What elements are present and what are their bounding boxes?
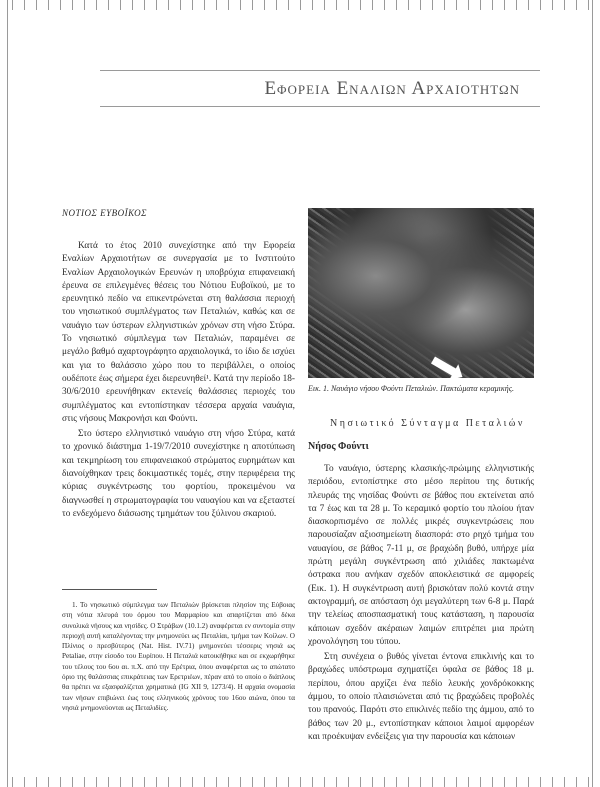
edge-mark [120, 777, 121, 787]
arrow-icon [431, 357, 458, 377]
edge-mark [204, 0, 205, 10]
edge-mark [180, 0, 181, 10]
edge-mark [552, 0, 553, 10]
edge-mark [24, 0, 25, 10]
left-margin-rule [7, 0, 8, 787]
footnote-text: 1. Το νησιωτικό σύμπλεγμα των Πεταλιών βρίσκεται πλησίον της Εύβοιας στη νότια πλευρά του όρμου του Μαρμαρίου και απαρτίζεται από δέκα συνολικά νήσους και νησίδες. Ο Στράβων (10.1.2) αναφέρεται εν συντομία στην περιοχή αυτή καταλέγοντας την μνημονεύει ως Πεταλίαι, τμήμα των Κοίλων. Ο Πλίνιος ο πρεσβύτερος (Nat. Hist. IV.71) μνημονεύει τέσσερις νησιά ως Petaliae, στην είσοδο του Ευρίπου. Η Πεταλιά κατοικήθηκε και σε εκχωρήθηκε του τέλους του 6ου αι. π.Χ. από την Ερέτρια, όπου αναφέρεται ως το απώτατο όριο της θαλάσσιας επικράτειας των Ερετριέων, πέραν από το οποίο ο διάπλους θα πρέπει να εξασφαλίζεται χρηματικά (IG XII 9, 1273/4). Η αρχαία ονομασία των νήσων επιβιώνει έως τους ελληνικούς χρόνους του 16ου αιώνα, όπου τα νησιά μνημονεύονται ως Πεταλιδίες. [62, 601, 295, 712]
edge-mark [348, 777, 349, 787]
edge-mark [336, 0, 337, 10]
edge-mark [372, 0, 373, 10]
edge-mark [408, 777, 409, 787]
edge-mark [192, 0, 193, 10]
edge-mark [144, 777, 145, 787]
edge-mark [264, 0, 265, 10]
edge-mark [36, 0, 37, 10]
edge-mark [240, 0, 241, 10]
right-column [308, 463, 534, 744]
right-margin-rule [592, 0, 593, 787]
edge-mark [60, 0, 61, 10]
edge-mark [156, 777, 157, 787]
edge-mark [144, 0, 145, 10]
edge-mark [336, 777, 337, 787]
edge-mark [396, 777, 397, 787]
edge-mark [204, 777, 205, 787]
edge-mark [360, 777, 361, 787]
edge-mark [360, 0, 361, 10]
edge-mark [276, 777, 277, 787]
edge-mark [264, 777, 265, 787]
edge-mark [588, 0, 589, 10]
left-paragraph-1: Κατά το έτος 2010 συνεχίστηκε από την Εφορεία Εναλίων Αρχαιοτήτων σε συνεργασία με το Ινστιτούτο Εναλίων Αρχαιολογικών Ερευνών η υποβρύχια επιφανειακή έρευνα σε επιλεγμένες θέσεις του Νότιου Ευβοϊκού, με το ερευνητικό πεδίο να επικεντρώνεται στη θαλάσσια περιοχή του νησιωτικού συμπλέγματος των Πεταλιών, καθώς και σε ναυάγιο των ύστερων ελληνιστικών χρόνων στη νήσο Στύρα. Το νησιωτικό σύμπλεγμα των Πεταλιών, παραμένει σε μεγάλο βαθμό αχαρτογράφητο αρχαιολογικά, το ίδιο δε ισχύει και για το θαλάσσιο χώρο που το περιβάλλει, ο οποίος ουδέποτε έως σήμερα έχει διερευνηθεί¹. Κατά την περίοδο 18-30/6/2010 ερευνήθηκαν εκτενείς θαλάσσιες περιοχές του συμπλέγματος και εντοπίστηκαν τέσσερα αρχαία ναυάγια, στις νήσους Μακρονήσι και Φούντι. [62, 241, 295, 424]
figure-caption: Εικ. 1. Ναυάγιο νήσου Φούντι Πεταλιών. Πακτώματα κεραμικής. [308, 384, 514, 393]
footnote [62, 600, 295, 713]
edge-mark [504, 777, 505, 787]
section-label: ΝΟΤΙΟΣ ΕΥΒΟΪΚΟΣ [62, 208, 147, 218]
edge-mark [228, 777, 229, 787]
edge-mark [72, 0, 73, 10]
edge-mark [480, 0, 481, 10]
edge-mark [540, 777, 541, 787]
edge-mark [108, 777, 109, 787]
edge-mark [108, 0, 109, 10]
edge-mark [48, 0, 49, 10]
edge-mark [516, 0, 517, 10]
edge-mark [12, 0, 13, 10]
edge-mark [492, 777, 493, 787]
left-column [62, 240, 295, 521]
header-bottom-rule [100, 106, 540, 107]
edge-mark [240, 777, 241, 787]
footnote-rule [62, 589, 157, 590]
edge-mark [588, 777, 589, 787]
edge-mark [384, 777, 385, 787]
edge-mark [180, 777, 181, 787]
edge-mark [420, 0, 421, 10]
right-paragraph-1: Το ναυάγιο, ύστερης κλασικής-πρώιμης ελληνιστικής περιόδου, εντοπίστηκε στο μέσο περίπου της δυτικής πλευράς της νησίδας Φούντι σε βάθος που εκτείνεται από τα 7 έως και τα 28 μ. Το κεραμικό φορτίο του πλοίου ήταν διασκορπισμένο σε πολλές μικρές συγκεντρώσεις που παρουσίαζαν αξιοσημείωτη διασπορά: στο ρηχό τμήμα του ναυαγίου, σε βάθος 7-11 μ, σε βραχώδη βυθό, υπήρχε μία πρώτη μεγάλη συγκέντρωση από χιλιάδες πακτωμένα όστρακα που ανήκαν σχεδόν αποκλειστικά σε αμφορείς (Εικ. 1). Η συγκέντρωση αυτή βρισκόταν πολύ κοντά στην ακτογραμμή, σε απόσταση όχι μεγαλύτερη των 6-8 μ. Παρά την τελείως αποσπασματική τους κατάσταση, η παρουσία κάποιων σχεδόν ακέραιων λαιμών επιτρέπει μια πρώτη χρονολόγηση του τύπου. [308, 464, 534, 647]
edge-mark [132, 777, 133, 787]
edge-mark [432, 777, 433, 787]
edge-mark [444, 777, 445, 787]
edge-mark [72, 777, 73, 787]
edge-mark [372, 777, 373, 787]
edge-mark [432, 0, 433, 10]
edge-mark [552, 777, 553, 787]
edge-mark [384, 0, 385, 10]
edge-mark [408, 0, 409, 10]
right-paragraph-2: Στη συνέχεια ο βυθός γίνεται έντονα επικλινής και το βραχώδες υπόστρωμα σχηματίζει ύφαλα σε βάθος 18 μ. περίπου, όπου αρχίζει ένα πεδίο λευκής χονδρόκοκκης άμμου, το οποίο πλαισιώνεται από τις βραχώδεις προβολές του πρανούς. Παρότι στο επικλινές πεδίο της άμμου, από το βάθος των 20 μ., εντοπίστηκαν κάποιοι λαιμοί αμφορέων και προέκυψαν ενδείξεις για την παρουσία και κάποιων [308, 652, 534, 742]
edge-mark [24, 777, 25, 787]
edge-mark [528, 0, 529, 10]
figure-photo [308, 208, 534, 378]
edge-mark [36, 777, 37, 787]
edge-mark [300, 777, 301, 787]
edge-mark [504, 0, 505, 10]
edge-mark [324, 777, 325, 787]
left-paragraph-2: Στο ύστερο ελληνιστικό ναυάγιο στη νήσο Στύρα, κατά το χρονικό διάστημα 1-19/7/2010 συνεχίστηκε η αποτύπωση και τεκμηρίωση του επιφανειακού στρώματος ευρημάτων και διανοίχθηκαν τρεις δοκιμαστικές τομές, στην περιφέρεια της κύριας συγκέντρωσης του φορτίου, προκειμένου να διαγνωσθεί η στρωματογραφία του ναυαγίου και να εξεταστεί το ενδεχόμενο διάσωσης τμημάτων του ξύλινου σκαριού. [62, 429, 295, 519]
edge-mark [60, 777, 61, 787]
edge-mark [528, 777, 529, 787]
edge-mark [300, 0, 301, 10]
edge-mark [480, 777, 481, 787]
series-title: Νησιωτικό Σύνταγμα Πεταλιών [330, 418, 525, 429]
edge-mark [444, 0, 445, 10]
edge-mark [216, 0, 217, 10]
edge-mark [492, 0, 493, 10]
edge-mark [516, 777, 517, 787]
edge-mark [84, 777, 85, 787]
edge-mark [156, 0, 157, 10]
edge-mark [396, 0, 397, 10]
edge-mark [168, 0, 169, 10]
bottom-dot-marks [0, 777, 600, 787]
page-header-title: Εφορεια Εναλιων Αρχαιοτητων [264, 78, 520, 99]
edge-mark [456, 0, 457, 10]
edge-mark [168, 777, 169, 787]
edge-mark [456, 777, 457, 787]
edge-mark [132, 0, 133, 10]
edge-mark [96, 0, 97, 10]
edge-mark [324, 0, 325, 10]
edge-mark [312, 0, 313, 10]
edge-mark [12, 777, 13, 787]
edge-mark [192, 777, 193, 787]
edge-mark [276, 0, 277, 10]
edge-mark [48, 777, 49, 787]
edge-mark [288, 777, 289, 787]
island-title: Νήσος Φούντι [308, 441, 369, 452]
edge-mark [540, 0, 541, 10]
edge-mark [252, 777, 253, 787]
edge-mark [84, 0, 85, 10]
edge-mark [120, 0, 121, 10]
edge-mark [252, 0, 253, 10]
top-dot-marks [0, 0, 600, 10]
header-top-rule [100, 70, 540, 71]
edge-mark [420, 777, 421, 787]
edge-mark [288, 0, 289, 10]
edge-mark [96, 777, 97, 787]
edge-mark [468, 0, 469, 10]
edge-mark [228, 0, 229, 10]
edge-mark [576, 0, 577, 10]
edge-mark [564, 0, 565, 10]
edge-mark [348, 0, 349, 10]
edge-mark [564, 777, 565, 787]
edge-mark [312, 777, 313, 787]
edge-mark [576, 777, 577, 787]
edge-mark [216, 777, 217, 787]
edge-mark [468, 777, 469, 787]
